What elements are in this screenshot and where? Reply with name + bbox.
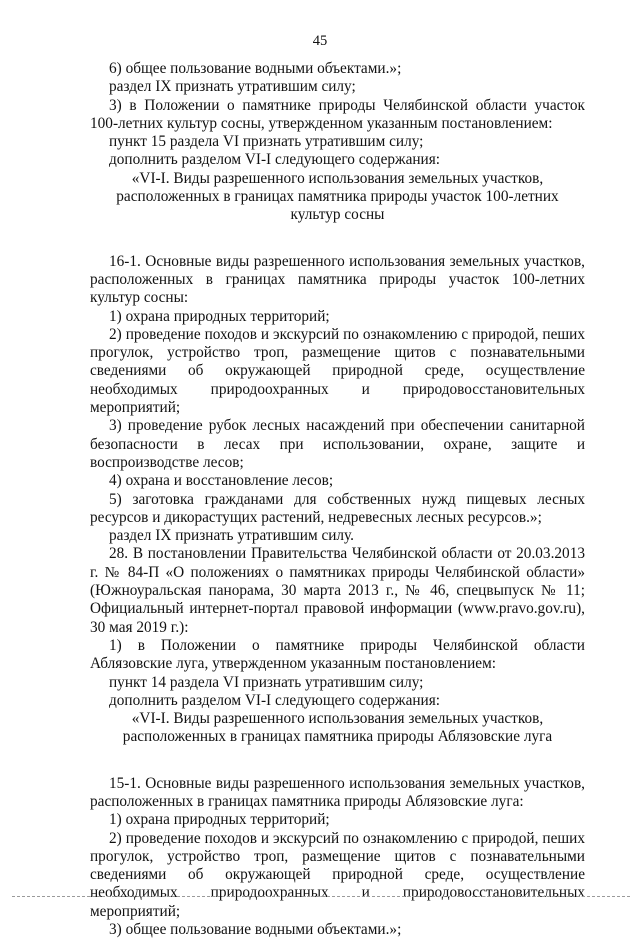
section-heading: «VI-I. Виды разрешенного использования земельных участков, расположенных в границах памятника природы участок 100-летних культур сосны bbox=[116, 169, 559, 224]
paragraph: 15-1. Основные виды разрешенного использования земельных участков, расположенных в границах памятника природы Аблязовские луга: bbox=[90, 774, 585, 810]
paragraph: 6) общее пользование водными объектами.»; bbox=[109, 60, 402, 77]
list-item: 2) проведение походов и экскурсий по ознакомлению с природой, пеших прогулок, устройство троп, размещение щитов с познавательными сведениями об окружающей природной среде, осуществление необходимых природоохранных и природовосстановительных мероприятий; bbox=[90, 325, 585, 417]
section-heading: «VI-I. Виды разрешенного использования земельных участков, расположенных в границах памятника природы Аблязовские луга bbox=[122, 710, 553, 746]
spacer bbox=[90, 747, 585, 775]
list-item: 1) охрана природных территорий; bbox=[109, 307, 330, 325]
list-item: 4) охрана и восстановление лесов; bbox=[109, 472, 334, 490]
paragraph: раздел IX признать утратившим силу. bbox=[109, 527, 355, 545]
paragraph: пункт 15 раздела VI признать утратившим силу; bbox=[109, 133, 424, 151]
list-item: 5) заготовка гражданами для собственных нужд пищевых лесных ресурсов и дикорастущих растений, недревесных лесных ресурсов.»; bbox=[90, 490, 585, 526]
paragraph: раздел IX признать утратившим силу; bbox=[109, 78, 356, 96]
bottom-border bbox=[12, 896, 630, 897]
document-body bbox=[90, 60, 585, 939]
paragraph: 3) в Положении о памятнике природы Челябинской области участок 100-летних культур сосны, утвержденном указанным постановлением: bbox=[90, 96, 585, 132]
list-item: 1) в Положении о памятнике природы Челябинской области Аблязовские луга, утвержденном указанным постановлением: bbox=[90, 636, 585, 673]
spacer bbox=[90, 225, 585, 253]
paragraph: пункт 14 раздела VI признать утратившим силу; bbox=[109, 673, 424, 691]
list-item: 3) общее пользование водными объектами.»; bbox=[109, 921, 402, 939]
paragraph: дополнить разделом VI-I следующего содержания: bbox=[109, 151, 441, 169]
list-item: 1) охрана природных территорий; bbox=[109, 811, 330, 829]
list-item: 2) проведение походов и экскурсий по ознакомлению с природой, пеших прогулок, устройство троп, размещение щитов с познавательными сведениями об окружающей природной среде, осуществление необходимых природоохранных и природовосстановительных мероприятий; bbox=[90, 829, 585, 920]
paragraph: 28. В постановлении Правительства Челябинской области от 20.03.2013 г. № 84-П «О положениях о памятниках природы Челябинской области» (Южноуральская панорама, 30 марта 2013 г., № 46, спецвыпуск № 11; Официальный интернет-портал правовой информации (www.pravo.gov.ru), 30 мая 2019 г.): bbox=[90, 545, 585, 636]
paragraph: 16-1. Основные виды разрешенного использования земельных участков, расположенных в границах памятника природы участок 100-летних культур сосны: bbox=[90, 252, 585, 307]
page-number: 45 bbox=[312, 33, 328, 49]
paragraph: дополнить разделом VI-I следующего содержания: bbox=[109, 691, 441, 709]
list-item: 3) проведение рубок лесных насаждений при обеспечении санитарной безопасности в лесах при использовании, охране, защите и воспроизводстве лесов; bbox=[90, 417, 585, 471]
